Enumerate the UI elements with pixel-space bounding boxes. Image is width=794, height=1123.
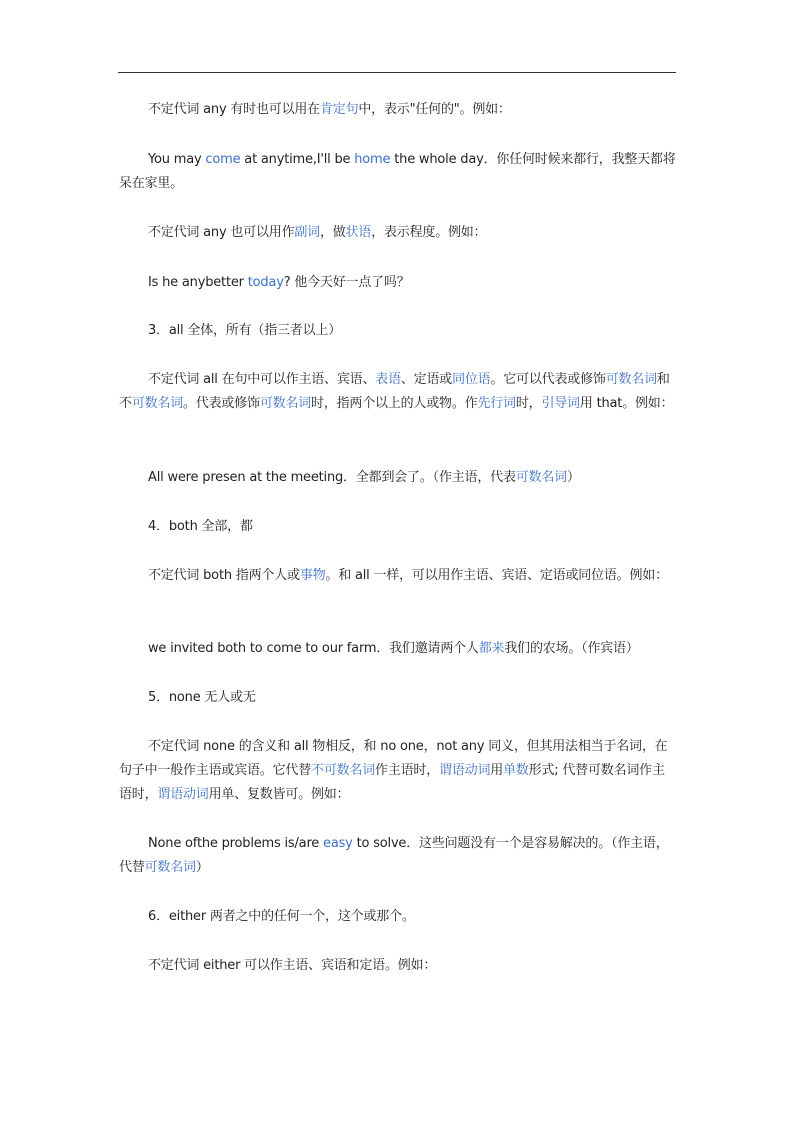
paragraph — [119, 735, 676, 807]
text-run: ） — [195, 860, 209, 875]
glossary-link[interactable]: 副词 — [294, 225, 320, 240]
text-run: 。和 all 一样，可以用作主语、宾语、定语或同位语。例如： — [325, 568, 668, 583]
glossary-link[interactable]: 肯定句 — [319, 102, 359, 117]
paragraph — [119, 832, 676, 880]
text-run: 不定代词 none 的含义和 all 物相反，和 no one，not any 同义，但其用法相当于名词，在句子中一般作主语或宾语。它代替 — [119, 739, 668, 778]
text-run: 形式; 代替可数名词作主语时， — [119, 763, 665, 802]
text-run: 用单、复数皆可。例如： — [208, 787, 350, 802]
glossary-link[interactable]: easy — [323, 836, 353, 851]
text-run: ，表示程度。例如： — [371, 225, 487, 240]
glossary-link[interactable]: home — [354, 152, 391, 167]
text-run: 时， — [515, 396, 542, 411]
glossary-link[interactable]: 谓语动词 — [439, 763, 491, 778]
paragraph — [119, 515, 676, 539]
glossary-link[interactable]: 可数名词 — [515, 470, 567, 485]
text-run: ） — [566, 470, 580, 485]
text-run: 用 — [490, 763, 504, 778]
paragraph — [119, 148, 676, 196]
glossary-link[interactable]: today — [247, 275, 284, 290]
glossary-link[interactable]: 可数名词 — [605, 372, 657, 387]
paragraph — [119, 637, 676, 661]
glossary-link[interactable]: 不可数名词 — [311, 763, 376, 778]
text-run: 3．all 全体，所有（指三者以上） — [148, 323, 341, 338]
glossary-link[interactable]: 可数名词 — [259, 396, 312, 411]
text-run: 。它可以代表或修饰 — [490, 372, 606, 387]
text-run: You may — [148, 152, 206, 167]
paragraph — [119, 221, 676, 245]
glossary-link[interactable]: 先行词 — [477, 396, 516, 411]
paragraph — [119, 271, 676, 295]
glossary-link[interactable]: 可数名词 — [131, 396, 184, 411]
glossary-link[interactable]: 事物 — [299, 568, 326, 583]
text-run: 6．either 两者之中的任何一个，这个或那个。 — [148, 909, 415, 924]
text-run: the whole day．你任何时候来都行，我整天都将呆在家里。 — [119, 152, 676, 191]
paragraph — [119, 954, 676, 978]
text-run: All were presen at the meeting．全都到会了。（作主语，代表 — [148, 470, 516, 485]
text-run: at anytime,I'll be — [240, 152, 355, 167]
text-run: 、定语或 — [400, 372, 453, 387]
text-run: 作主语时， — [375, 763, 440, 778]
text-run: to solve．这些问题没有一个是容易解决的。（作主语，代替 — [119, 836, 669, 875]
paragraph — [119, 319, 676, 343]
paragraph — [119, 368, 676, 416]
text-run: 用 that。例如： — [579, 396, 674, 411]
text-run: 不定代词 either 可以作主语、宾语和定语。例如： — [148, 958, 437, 973]
text-run: 。代表或修饰 — [183, 396, 260, 411]
text-run: 我们的农场。（作宾语） — [504, 641, 639, 656]
text-run: 5．none 无人或无 — [148, 690, 256, 705]
text-run: 不定代词 all 在句中可以作主语、宾语、 — [148, 372, 376, 387]
text-run: None ofthe problems is/are — [148, 836, 324, 851]
paragraph — [119, 98, 676, 122]
paragraph — [119, 564, 676, 588]
text-run: 4．both 全部，都 — [148, 519, 253, 534]
text-run: ? 他今天好一点了吗？ — [283, 275, 410, 290]
glossary-link[interactable]: 表语 — [375, 372, 401, 387]
glossary-link[interactable]: 状语 — [345, 225, 372, 240]
text-run: 不定代词 both 指两个人或 — [148, 568, 300, 583]
glossary-link[interactable]: 可数名词 — [144, 860, 196, 875]
text-run: 和不 — [119, 372, 670, 411]
text-run: Is he anybetter — [148, 275, 248, 290]
text-run: we invited both to come to our farm．我们邀请两个人 — [148, 641, 479, 656]
glossary-link[interactable]: 引导词 — [541, 396, 580, 411]
paragraph — [119, 466, 676, 490]
text-run: 不定代词 any 也可以用作 — [148, 225, 295, 240]
paragraph — [119, 686, 676, 710]
glossary-link[interactable]: 同位语 — [452, 372, 491, 387]
glossary-link[interactable]: 都来 — [478, 641, 505, 656]
glossary-link[interactable]: come — [205, 152, 241, 167]
text-run: ，做 — [319, 225, 346, 240]
glossary-link[interactable]: 谓语动词 — [157, 787, 209, 802]
glossary-link[interactable]: 单数 — [503, 763, 529, 778]
paragraph — [119, 905, 676, 929]
text-run: 中，表示"任何的"。例如： — [358, 102, 511, 117]
text-run: 不定代词 any 有时也可以用在 — [148, 102, 320, 117]
text-run: 时，指两个以上的人或物。作 — [311, 396, 478, 411]
header-rule — [118, 72, 676, 73]
